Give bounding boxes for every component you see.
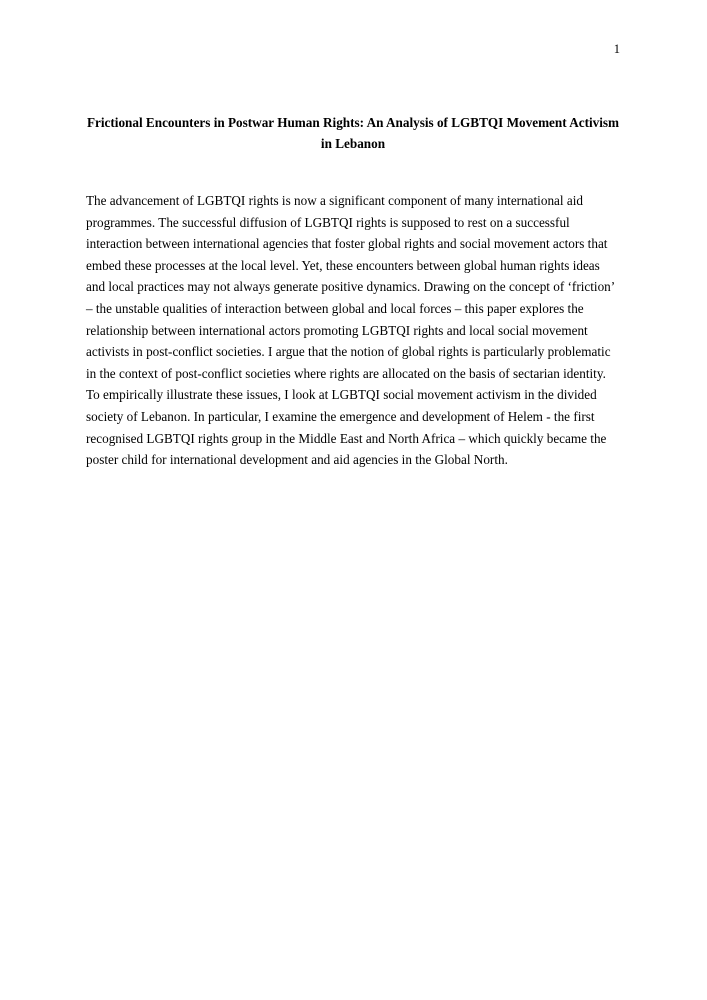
- abstract-paragraph: The advancement of LGBTQI rights is now a significant component of many international aid programmes. The successful diffusion of LGBTQI rights is supposed to rest on a successful interaction between international agencies that foster global rights and social movement actors that embed these processes at the local level. Yet, these encounters between global human rights ideas and local practices may not always generate positive dynamics. Drawing on the concept of ‘friction’ – the unstable qualities of interaction between global and local forces – this paper explores the relationship between international actors promoting LGBTQI rights and local social movement activists in post-conflict societies. I argue that the notion of global rights is particularly problematic in the context of post-conflict societies where rights are allocated on the basis of sectarian identity. To empirically illustrate these issues, I look at LGBTQI social movement activism in the divided society of Lebanon. In particular, I examine the emergence and development of Helem - the first recognised LGBTQI rights group in the Middle East and North Africa – which quickly became the poster child for international development and aid agencies in the Global North.: [86, 193, 615, 468]
- paper-title: [86, 112, 620, 154]
- paper-title-line-2: in Lebanon: [320, 136, 386, 151]
- paper-title-line-1: Frictional Encounters in Postwar Human Rights: An Analysis of LGBTQI Movement Activism: [86, 115, 620, 130]
- page-number: 1: [613, 42, 620, 56]
